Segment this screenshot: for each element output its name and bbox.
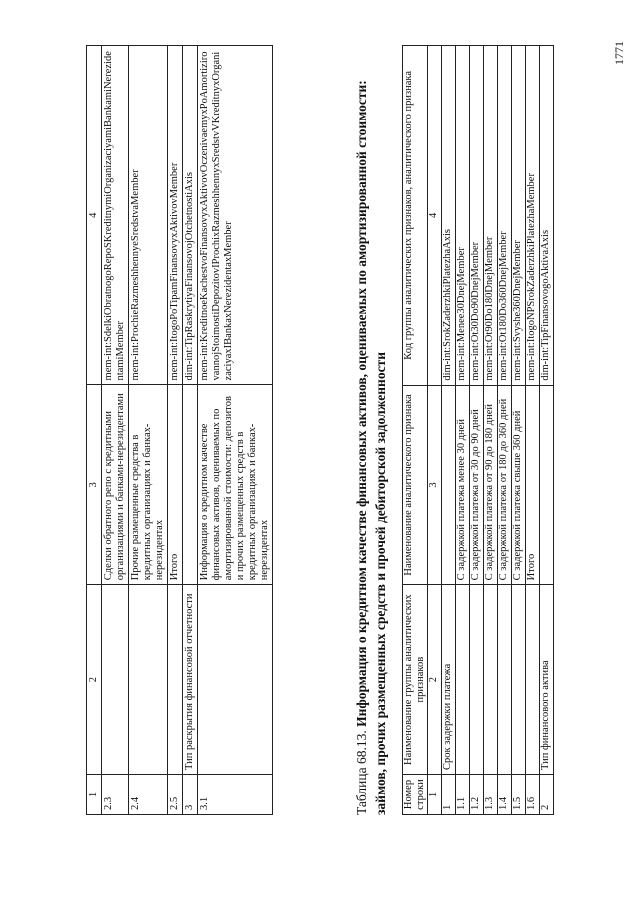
- header-code: Код группы аналитических признаков, аналитического признака: [403, 46, 428, 386]
- table-row: [456, 46, 470, 815]
- col-index-1: 1: [428, 775, 442, 815]
- feature-code: mem-int:Ot30Do90DnejMember: [470, 46, 484, 386]
- feature-name: [183, 385, 198, 585]
- feature-name: С задержкой платежа от 180 до 360 дней: [498, 385, 512, 585]
- continuation-table: [86, 45, 273, 815]
- row-number: 1.1: [456, 775, 470, 815]
- row-number: 2.5: [168, 775, 183, 815]
- feature-name: Прочие размещенные средства в кредитных организациях и банках-нерезидентах: [129, 385, 168, 585]
- row-number: 1.2: [470, 775, 484, 815]
- group-name: [470, 585, 484, 775]
- feature-code: mem-int:Ot90Do180DnejMember: [484, 46, 498, 386]
- feature-code: mem-int:KreditnoeKachestvoFinansovyxAktivovOczenivaemyxPoAmortizirovannojStoimostiDepozitovIProchixRazmeshhennyxSredstvVKreditnyxOrganizaciyaxIBankaxNerezidentaxMember: [198, 46, 273, 385]
- header-feature-name: Наименование аналитического признака: [403, 385, 428, 585]
- table-row: [484, 46, 498, 815]
- feature-name: [540, 385, 554, 585]
- page-number: 1771: [612, 41, 626, 65]
- feature-code: dim-int:TipRaskrytiyaFinansovojOtchetnostiAxis: [183, 46, 198, 385]
- row-number: 1.3: [484, 775, 498, 815]
- group-name: [456, 585, 470, 775]
- col-index-2: 2: [428, 585, 442, 775]
- feature-code: mem-int:Ot180Do360DnejMember: [498, 46, 512, 386]
- row-number: 2: [540, 775, 554, 815]
- feature-name: Итого: [168, 385, 183, 585]
- row-number: 2.4: [129, 775, 168, 815]
- row-number: 1.6: [526, 775, 540, 815]
- group-name: [526, 585, 540, 775]
- group-name: [498, 585, 512, 775]
- row-number: 1.5: [512, 775, 526, 815]
- table-row: [168, 46, 183, 815]
- table-row: [540, 46, 554, 815]
- header-group-name: Наименование группы аналитических признаков: [403, 585, 428, 775]
- group-name: [512, 585, 526, 775]
- table-row: [198, 46, 273, 815]
- group-name: [129, 585, 168, 775]
- row-number: 1: [442, 775, 456, 815]
- table-row: [183, 46, 198, 815]
- caption-title: Информация о кредитном качестве финансовых активов, оцениваемых по амортизированной стоимости: займов, прочих размещенных средств и прочей дебиторской задолженности: [354, 80, 388, 815]
- group-name: [168, 585, 183, 775]
- feature-code: dim-int:SrokZaderzhkiPlatezhaAxis: [442, 46, 456, 386]
- table-index-row: [428, 46, 442, 815]
- col-index-4: 4: [87, 46, 102, 385]
- table-row: [442, 46, 456, 815]
- group-name: [102, 585, 129, 775]
- feature-code: mem-int:ItogoNPSrokZaderzhkiPlatezhaMember: [526, 46, 540, 386]
- col-index-3: 3: [87, 385, 102, 585]
- feature-code: mem-int:Menee30DnejMember: [456, 46, 470, 386]
- feature-name: Сделки обратного репо с кредитными организациями и банками-нерезидентами: [102, 385, 129, 585]
- table-row: [470, 46, 484, 815]
- feature-code: mem-int:SdelkiObratnogoRepoSKreditnymiOrganizaciyamiBankamiNerezidentamiMember: [102, 46, 129, 385]
- row-number: 2.3: [102, 775, 129, 815]
- group-name: [484, 585, 498, 775]
- feature-name: С задержкой платежа от 30 до 90 дней: [470, 385, 484, 585]
- feature-name: С задержкой платежа менее 30 дней: [456, 385, 470, 585]
- feature-name: С задержкой платежа от 90 до 180 дней: [484, 385, 498, 585]
- feature-name: Итого: [526, 385, 540, 585]
- col-index-1: 1: [87, 775, 102, 815]
- table-row: [498, 46, 512, 815]
- group-name: [198, 585, 273, 775]
- feature-code: mem-int:Svyshe360DnejMember: [512, 46, 526, 386]
- col-index-3: 3: [428, 385, 442, 585]
- table-index-row: [87, 46, 102, 815]
- table-row: [129, 46, 168, 815]
- feature-name: Информация о кредитном качестве финансовых активов, оцениваемых по амортизированной стоимости: депозитов и прочих размещенных средств в кредитных организациях и банках-нерезидентах: [198, 385, 273, 585]
- table-row: [512, 46, 526, 815]
- group-name: Тип финансового актива: [540, 585, 554, 775]
- col-index-2: 2: [87, 585, 102, 775]
- caption-prefix: Таблица 68.13.: [354, 726, 369, 815]
- group-name: Тип раскрытия финансовой отчетности: [183, 585, 198, 775]
- feature-code: mem-int:ItogoPoTipamFinansovyxAktivovMember: [168, 46, 183, 385]
- credit-quality-table: [402, 45, 554, 815]
- feature-name: [442, 385, 456, 585]
- row-number: 1.4: [498, 775, 512, 815]
- col-index-4: 4: [428, 46, 442, 386]
- table-row: [526, 46, 540, 815]
- feature-name: С задержкой платежа свыше 360 дней: [512, 385, 526, 585]
- header-row-number: Номер строки: [403, 775, 428, 815]
- row-number: 3: [183, 775, 198, 815]
- group-name: Срок задержки платежа: [442, 585, 456, 775]
- row-number: 3.1: [198, 775, 273, 815]
- feature-code: mem-int:ProchieRazmeshhennyeSredstvaMember: [129, 46, 168, 385]
- table-caption: [352, 35, 390, 815]
- table-row: [102, 46, 129, 815]
- feature-code: dim-int:TipFinansovogoAktivaAxis: [540, 46, 554, 386]
- table-header-row: [403, 46, 428, 815]
